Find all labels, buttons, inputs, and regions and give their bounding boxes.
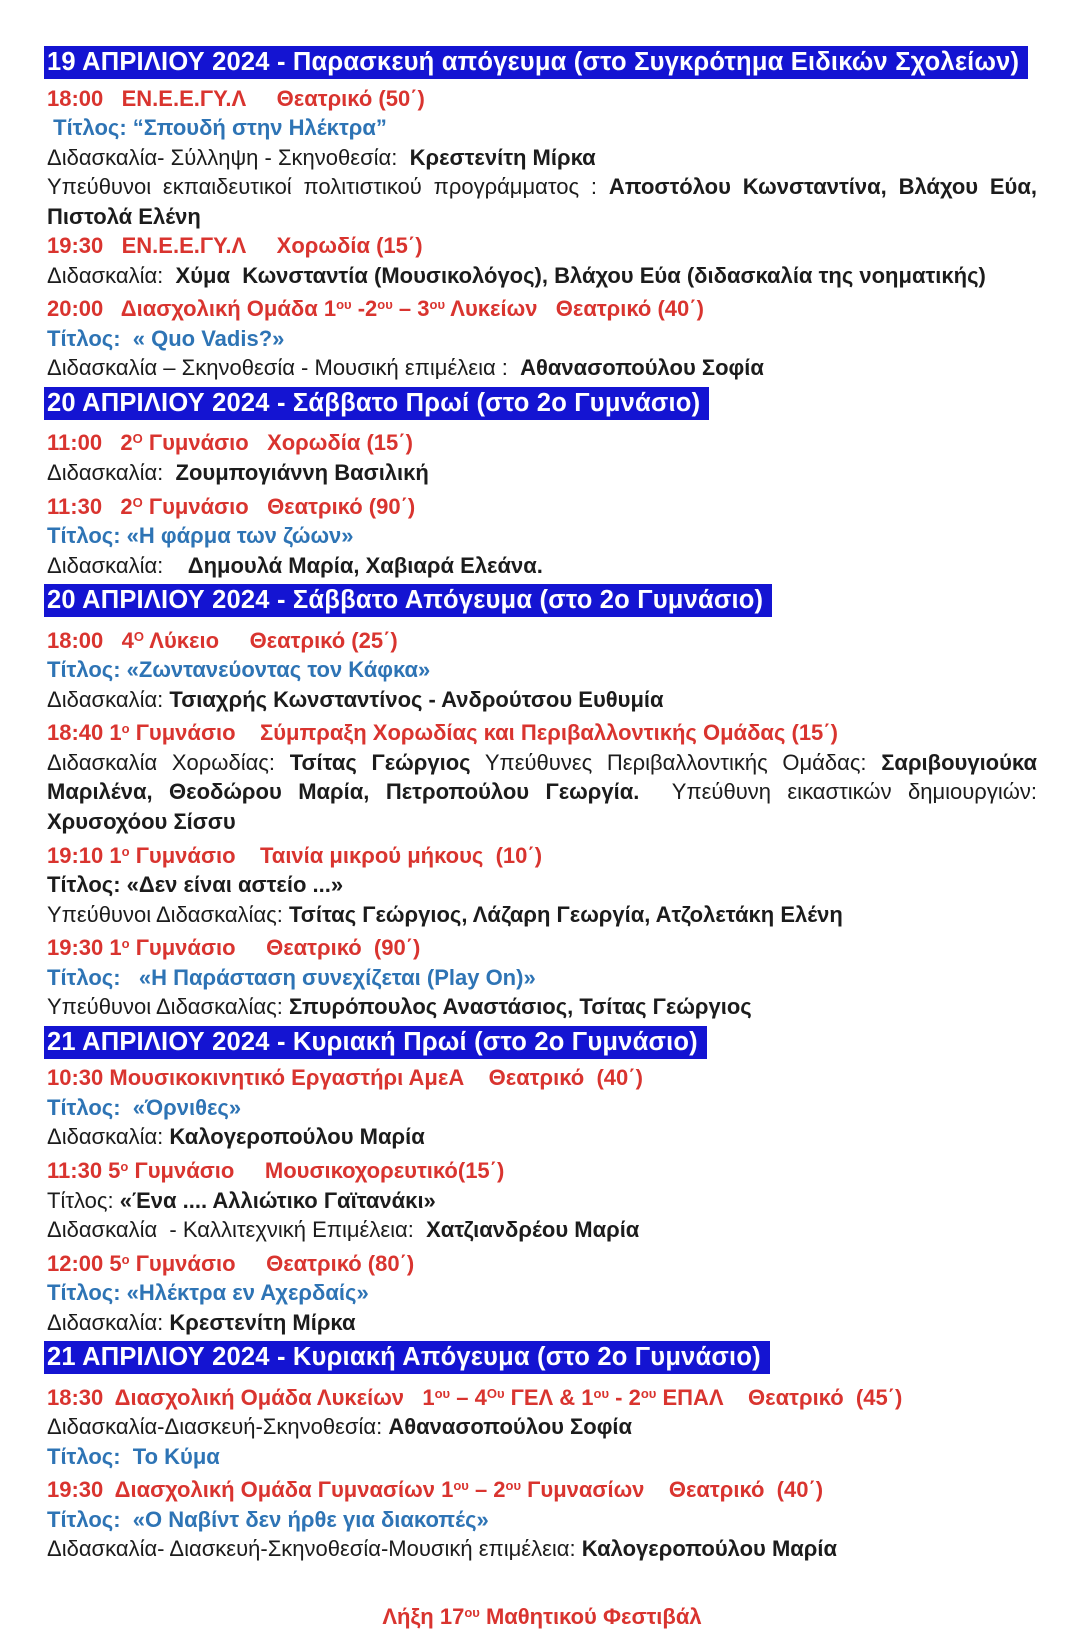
text-segment: 19:30 1 <box>47 935 122 961</box>
text-segment: -2 <box>351 296 378 322</box>
document-body <box>47 46 1044 1632</box>
schedule-line <box>47 1534 1037 1564</box>
text-segment: 18:00 4 <box>47 627 134 653</box>
schedule-line <box>47 992 1037 1022</box>
schedule-line <box>47 837 1037 871</box>
schedule-line <box>47 1379 1037 1413</box>
section-header: 20 ΑΠΡΙΛΙΟΥ 2024 - Σάββατο Απόγευμα (στο 2ο Γυμνάσιο) <box>44 584 772 617</box>
footer-line <box>47 1598 1037 1632</box>
schedule-line <box>47 748 1044 837</box>
section-header: 21 ΑΠΡΙΛΙΟΥ 2024 - Κυριακή Απόγευμα (στο 2ο Γυμνάσιο) <box>44 1341 770 1374</box>
text-segment: ου <box>377 297 393 313</box>
text-segment: Διδασκαλία: <box>47 1124 170 1150</box>
text-segment: «Ένα .... Αλλιώτικο Γαϊτανάκι» <box>119 1187 436 1213</box>
text-segment: Διδασκαλία- Διασκευή-Σκηνοθεσία-Μουσική επιμέλεια: <box>47 1536 582 1562</box>
text-segment: ο <box>121 936 130 952</box>
text-segment: Κρεστενίτη Μίρκα <box>409 144 596 170</box>
text-segment: 18:30 Διασχολική Ομάδα Λυκείων 1 <box>47 1384 435 1410</box>
text-segment: Διδασκαλία- Σύλληψη - Σκηνοθεσία: <box>47 144 410 170</box>
text-segment: Διδασκαλία – Σκηνοθεσία - Μουσική επιμέλεια : <box>47 355 521 381</box>
schedule-line <box>47 1122 1037 1152</box>
schedule-line <box>47 1471 1037 1505</box>
schedule-line <box>47 424 1037 458</box>
text-segment: ο <box>121 1251 130 1267</box>
text-segment: Γυμνάσιο Ταινία μικρού μήκους (10΄) <box>129 842 543 868</box>
text-segment: Ο <box>133 628 144 644</box>
text-segment: Διδασκαλία: <box>47 262 176 288</box>
text-segment: ο <box>120 1158 129 1174</box>
text-segment: Λύκειο Θεατρικό (25΄) <box>143 627 398 653</box>
schedule-line <box>47 655 1037 685</box>
text-segment: Καλογεροπούλου Μαρία <box>581 1536 838 1562</box>
text-segment: Υπεύθυνοι εκπαιδευτικοί πολιτιστικού προγράμματος : <box>47 174 609 200</box>
text-segment: Τίτλος: «Δεν είναι αστείο ...» <box>47 872 344 898</box>
text-segment: Ο <box>132 494 143 510</box>
text-segment: Γυμνάσιο Θεατρικό (90΄) <box>142 493 416 519</box>
text-segment: Υπεύθυνη εικαστικών δημιουργιών: <box>639 779 1044 805</box>
text-segment: Ου <box>486 1385 505 1401</box>
text-segment: ου <box>505 1478 522 1494</box>
text-segment: Σαριβουγιούκα Μαριλένα, Θεοδώρου Μαρία, Πετροπούλου Γεωργία. <box>47 749 1044 805</box>
schedule-line <box>47 685 1037 715</box>
text-segment: Τίτλος: «Η Παράσταση συνεχίζεται (Play On)» <box>47 964 536 990</box>
text-segment: – 2 <box>468 1477 506 1503</box>
text-segment: Γυμνάσιο Θεατρικό (90΄) <box>129 935 421 961</box>
text-segment: Αθανασοπούλου Σοφία <box>388 1414 633 1440</box>
text-segment: Καλογεροπούλου Μαρία <box>169 1124 425 1150</box>
text-segment: – 4 <box>450 1384 487 1410</box>
schedule-line <box>47 929 1037 963</box>
text-segment: Τίτλος: «Η φάρμα των ζώων» <box>47 523 354 549</box>
text-segment: 20:00 Διασχολική Ομάδα 1 <box>47 296 337 322</box>
schedule-line <box>47 113 1037 143</box>
text-segment: ου <box>434 1385 451 1401</box>
text-segment: Διδασκαλία-Διασκευή-Σκηνοθεσία: <box>47 1414 389 1440</box>
text-segment: - 2 <box>609 1384 641 1410</box>
schedule-line <box>47 1215 1037 1245</box>
text-segment: Χύμα Κωνσταντία (Μουσικολόγος), Βλάχου Εύα (διδασκαλία της νοηματικής) <box>175 262 986 288</box>
text-segment: Τσίτας Γεώργιος <box>289 749 471 775</box>
schedule-line <box>47 900 1037 930</box>
text-segment: Ζουμπογιάννη Βασιλική <box>175 460 429 486</box>
schedule-line <box>47 324 1037 354</box>
schedule-line <box>47 551 1037 581</box>
text-segment: 19:10 1 <box>47 842 122 868</box>
text-segment: Σπυρόπουλος Αναστάσιος, Τσίτας Γεώργιος <box>289 994 752 1020</box>
schedule-line <box>47 622 1037 656</box>
text-segment: ου <box>464 1605 480 1621</box>
text-segment: – 3 <box>392 296 430 322</box>
text-segment: Λυκείων Θεατρικό (40΄) <box>445 296 704 322</box>
schedule-line <box>47 963 1037 993</box>
text-segment: ου <box>429 297 446 313</box>
text-segment: 19:30 ΕΝ.Ε.Ε.ΓΥ.Λ Χορωδία (15΄) <box>47 233 423 259</box>
schedule-line <box>47 290 1037 324</box>
schedule-line <box>47 1278 1037 1308</box>
schedule-line <box>47 1063 1037 1093</box>
text-segment: Διδασκαλία: <box>47 552 188 578</box>
schedule-line <box>47 1093 1037 1123</box>
text-segment: ου <box>640 1385 657 1401</box>
text-segment: Γυμνάσιο Σύμπραξη Χορωδίας και Περιβαλλοντικής Ομάδας (15΄) <box>129 720 838 746</box>
text-segment: Τίτλος: «Όρνιθες» <box>47 1094 242 1120</box>
schedule-line <box>47 231 1037 261</box>
schedule-line <box>47 1412 1037 1442</box>
text-segment: Γυμνάσιο Μουσικοχορευτικό(15΄) <box>128 1157 505 1183</box>
text-segment: Χατζιανδρέου Μαρία <box>426 1217 640 1243</box>
schedule-line <box>47 172 1044 231</box>
schedule-line <box>47 1152 1037 1186</box>
text-segment: ο <box>121 721 130 737</box>
text-segment: 18:40 1 <box>47 720 122 746</box>
schedule-line <box>47 1186 1037 1216</box>
text-segment: Διδασκαλία Χορωδίας: <box>47 749 290 775</box>
text-segment: ου <box>453 1478 469 1494</box>
section-header: 21 ΑΠΡΙΛΙΟΥ 2024 - Κυριακή Πρωί (στο 2ο Γυμνάσιο) <box>44 1026 707 1059</box>
text-segment: Τίτλος: « Quo Vadis?» <box>47 325 285 351</box>
schedule-line <box>47 1308 1037 1338</box>
text-segment: Τίτλος: <box>47 1187 120 1213</box>
schedule-line <box>47 84 1037 114</box>
text-segment: Τσίτας Γεώργιος, Λάζαρη Γεωργία, Ατζολετάκη Ελένη <box>289 901 843 927</box>
text-segment: Λήξη 17 <box>382 1604 465 1630</box>
schedule-line <box>47 870 1037 900</box>
text-segment: 18:00 ΕΝ.Ε.Ε.ΓΥ.Λ Θεατρικό (50΄) <box>47 85 425 111</box>
text-segment: Τίτλος: «Ο Ναβίντ δεν ήρθε για διακοπές» <box>47 1506 489 1532</box>
text-segment: Υπεύθυνοι Διδασκαλίας: <box>47 994 289 1020</box>
text-segment: Χρυσοχόου Σίσσυ <box>47 808 236 834</box>
text-segment: Τίτλος: «Ηλέκτρα εν Αχερδαίς» <box>47 1280 369 1306</box>
schedule-line <box>47 488 1037 522</box>
text-segment: ΕΠΑΛ Θεατρικό (45΄) <box>656 1384 903 1410</box>
text-segment: 11:30 2 <box>47 493 133 519</box>
schedule-line <box>47 714 1037 748</box>
section-header: 19 ΑΠΡΙΛΙΟΥ 2024 - Παρασκευή απόγευμα (στο Συγκρότημα Ειδικών Σχολείων) <box>44 46 1028 79</box>
text-segment: Διδασκαλία: <box>47 460 176 486</box>
text-segment: 11:30 5 <box>47 1157 121 1183</box>
text-segment: ου <box>336 297 352 313</box>
text-segment: Μαθητικού Φεστιβάλ <box>479 1604 702 1630</box>
text-segment: Γυμνάσιο Χορωδία (15΄) <box>142 430 413 456</box>
text-segment: Υπεύθυνες Περιβαλλοντικής Ομάδας: <box>470 749 882 775</box>
text-segment: 19:30 Διασχολική Ομάδα Γυμνασίων 1 <box>47 1477 454 1503</box>
text-segment: Τίτλος: “Σπουδή στην Ηλέκτρα” <box>47 115 387 141</box>
text-segment: ΓΕΛ & 1 <box>504 1384 594 1410</box>
schedule-line <box>47 353 1037 383</box>
text-segment: Διδασκαλία: <box>47 686 170 712</box>
text-segment: Δημουλά Μαρία, Χαβιαρά Ελεάνα. <box>187 552 543 578</box>
text-segment: ου <box>593 1385 610 1401</box>
text-segment: Διδασκαλία - Καλλιτεχνική Επιμέλεια: <box>47 1217 427 1243</box>
schedule-line <box>47 1442 1037 1472</box>
text-segment: Αποστόλου Κωνσταντίνα, Βλάχου Εύα, Πιστολά Ελένη <box>47 174 1044 229</box>
schedule-line <box>47 521 1037 551</box>
schedule-line <box>47 458 1037 488</box>
text-segment: Υπεύθυνοι Διδασκαλίας: <box>47 901 289 927</box>
schedule-line <box>47 1245 1037 1279</box>
text-segment: Τσιαχρής Κωνσταντίνος - Ανδρούτσου Ευθυμία <box>169 686 664 712</box>
section-header: 20 ΑΠΡΙΛΙΟΥ 2024 - Σάββατο Πρωί (στο 2ο Γυμνάσιο) <box>44 387 709 420</box>
text-segment: 11:00 2 <box>47 430 133 456</box>
schedule-line <box>47 1505 1037 1535</box>
text-segment: Κρεστενίτη Μίρκα <box>169 1309 356 1335</box>
text-segment: Αθανασοπούλου Σοφία <box>520 355 764 381</box>
text-segment: ο <box>121 843 130 859</box>
text-segment: Τίτλος: «Ζωντανεύοντας τον Κάφκα» <box>47 657 431 683</box>
text-segment: 12:00 5 <box>47 1250 122 1276</box>
text-segment: Γυμνάσιο Θεατρικό (80΄) <box>129 1250 415 1276</box>
text-segment: Τίτλος: Το Κύμα <box>47 1443 220 1469</box>
text-segment: Ο <box>132 431 143 447</box>
text-segment: Διδασκαλία: <box>47 1309 170 1335</box>
spacer <box>47 1564 1037 1598</box>
text-segment: 10:30 Μουσικοκινητικό Εργαστήρι ΑμεΑ Θεατρικό (40΄) <box>47 1065 643 1091</box>
schedule-line <box>47 143 1037 173</box>
schedule-line <box>47 261 1037 291</box>
text-segment: Γυμνασίων Θεατρικό (40΄) <box>521 1477 824 1503</box>
